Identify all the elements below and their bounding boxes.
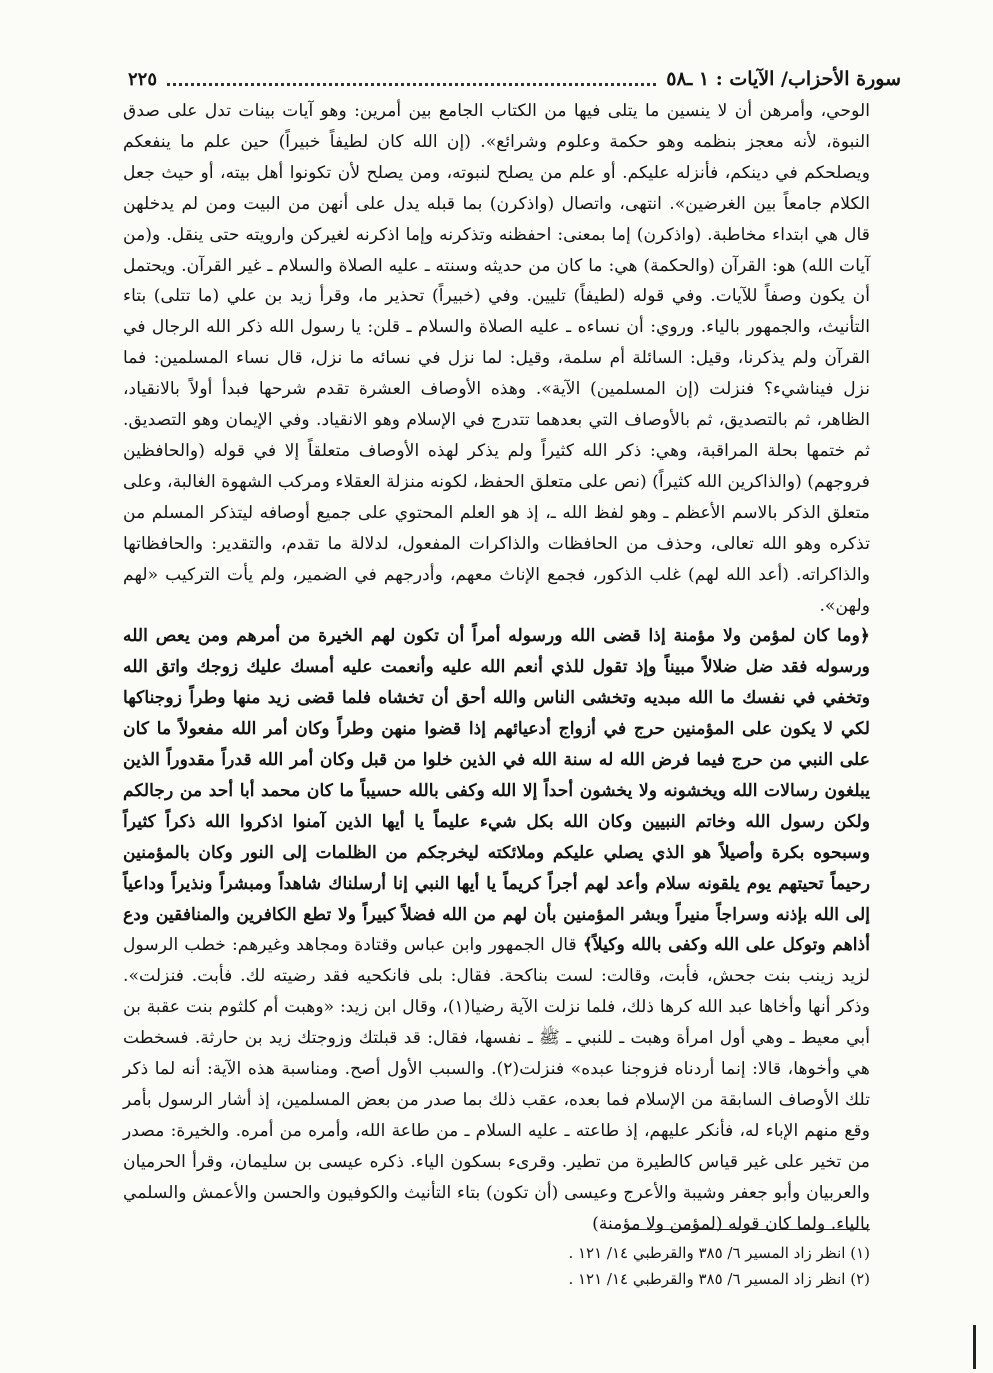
- quran-verse: ﴿وما كان لمؤمن ولا مؤمنة إذا قضى الله ورسوله أمراً أن تكون لهم الخيرة من أمرهم ومن يعص الله ورسوله فقد ضل ضلالاً مبيناً وإذ تقول للذي أنعم الله عليه وأنعمت عليه أمسك عليك زوجك واتق الله وتخفي في نفسك ما الله مبديه وتخشى الناس والله أحق أن تخشاه فلما قضى زيد منها وطراً زوجناكها لكي لا يكون على المؤمنين حرج في أزواج أدعيائهم إذا قضوا منهن وطراً وكان أمر الله مفعولاً ما كان على النبي من حرج فيما فرض الله له سنة الله في الذين خلوا من قبل وكان أمر الله قدراً مقدوراً الذين يبلغون رسالات الله ويخشونه ولا يخشون أحداً إلا الله وكفى بالله حسيباً ما كان محمد أبا أحد من رجالكم ولكن رسول الله وخاتم النبيين وكان الله بكل شيء عليماً يا أيها الذين آمنوا اذكروا الله ذكراً كثيراً وسبحوه بكرة وأصيلاً هو الذي يصلي عليكم وملائكته ليخرجكم من الظلمات إلى النور وكان بالمؤمنين رحيماً تحيتهم يوم يلقونه سلام وأعد لهم أجراً كريماً يا أيها النبي إنا أرسلناك شاهداً ومبشراً ونذيراً وداعياً إلى الله بإذنه وسراجاً منيراً وبشر المؤمنين بأن لهم من الله فضلاً كبيراً ولا تطع الكافرين والمنافقين ودع أذاهم وتوكل على الله وكفى بالله وكيلاً﴾: [123, 626, 870, 956]
- scan-edge-mark: [973, 1325, 976, 1369]
- commentary-continuation: قال الجمهور وابن عباس وقتادة ومجاهد وغيرهم: خطب الرسول لزيد زينب بنت جحش، فأبت، وقالت: لست بناكحة. فقال: بلى فانكحيه فقد رضيته لك. فأبت. فنزلت». وذكر أنها وأخاها عبد الله كرها ذلك، فلما نزلت الآية رضيا(١)، وقال ابن زيد: «وهبت أم كلثوم بنت عقبة بن أبي معيط ـ وهي أول امرأة وهبت ـ للنبي ـ ﷺ ـ نفسها، فقال: قد قبلتك وزوجتك زيد بن حارثة. فسخطت هي وأخوها، قالا: إنما أردناه فزوجنا عبده» فنزلت(٢). والسبب الأول أصح. ومناسبة هذه الآية: أنه لما ذكر تلك الأوصاف السابقة من الإسلام فما بعده، عقب ذلك بما صدر من بعض المسلمين، إذ أشار الرسول بأمر وقع منهم الإباء له، فأنكر عليهم، إذ طاعته ـ عليه السلام ـ من طاعة الله، وأمره من أمره. والخيرة: مصدر من تخير على غير قياس كالطيرة من تطير. وقرىء بسكون الياء. ذكره عيسى بن سليمان، وقرأ الحرميان والعربيان وأبو جعفر وشيبة والأعرج وعيسى (أن تكون) بتاء التأنيث والكوفيون والحسن والأعمش والسلمي بالياء. ولما كان قوله (لمؤمن ولا مؤمنة): [123, 935, 870, 1234]
- main-text: [123, 96, 870, 1234]
- running-header: [128, 62, 901, 96]
- footnotes: [560, 1240, 870, 1292]
- header-dot-leader: [167, 73, 656, 86]
- footnote-1: (١) انظر زاد المسير ٦/ ٣٨٥ والقرطبي ١٤/ ١٢١ .: [568, 1244, 870, 1262]
- verse-paragraph: [123, 621, 870, 1239]
- page-number: ٢٢٥: [128, 68, 158, 90]
- footnote-2: (٢) انظر زاد المسير ٦/ ٣٨٥ والقرطبي ١٤/ ١٢١ .: [568, 1270, 870, 1288]
- commentary-paragraph: الوحي، وأمرهن أن لا ينسين ما يتلى فيها من الكتاب الجامع بين أمرين: وهو آيات بينات تدل على صدق النبوة، لأنه معجز بنظمه وهو حكمة وعلوم وشرائع». (إن الله كان لطيفاً خبيراً) حين علم ما ينفعكم ويصلحكم في دينكم، فأنزله عليكم. أو علم من يصلح لنبوته، ومن يصلح لأن تكونوا أهل بيته، أو حيث جعل الكلام جامعاً بين الغرضين». انتهى، واتصال (واذكرن) بما قبله يدل على أنهن من البيت ومن لم يدخلهن قال هي ابتداء مخاطبة. (واذكرن) إما بمعنى: احفظنه وتذكرنه وإما اذكرنه لغيركن وارويته حتى ينقل. و(من آيات الله) هو: القرآن (والحكمة) هي: ما كان من حديثه وسنته ـ عليه الصلاة والسلام ـ غير القرآن. ويحتمل أن يكون وصفاً للآيات. وفي قوله (لطيفاً) تليين. وفي (خبيراً) تحذير ما، وقرأ زيد بن علي (ما تتلى) بتاء التأنيث، والجمهور بالياء. وروي: أن نساءه ـ عليه الصلاة والسلام ـ قلن: يا رسول الله ذكر الله الرجال في القرآن ولم يذكرنا، وقيل: السائلة أم سلمة، وقيل: لما نزل في نسائه ما نزل، قال نساء المسلمين: فما نزل فيناشيء؟ فنزلت (إن المسلمين) الآية». وهذه الأوصاف العشرة تقدم شرحها فبدأ أولاً بالانقياد، الظاهر، ثم بالتصديق، ثم بالأوصاف التي بعدهما تتدرج في الإسلام وهو الانقياد. وفي الإيمان وهو التصديق. ثم ختمها بحلة المراقبة، وهي: ذكر الله كثيراً ولم يذكر لهذه الأوصاف متعلقاً إلا في قوله (والحافظين فروجهم) (والذاكرين الله كثيراً) (نص على متعلق الحفظ، لكونه منزلة العقلاء ومركب الشهوة الغالبة، وعلى متعلق الذكر بالاسم الأعظم ـ وهو لفظ الله ـ، إذ هو العلم المحتوي على جميع أوصافه ليتذكر المسلم من تذكره وهو الله تعالى، وحذف من الحافظات والذاكرات المفعول، لدلالة ما تقدم، والتقدير: والحافظاتها والذاكراته. (أعد الله لهم) غلب الذكور، فجمع الإناث معهم، وأدرجهم في الضمير، ولم يأت التركيب «لهم ولهن».: [123, 101, 870, 616]
- surah-title: سورة الأحزاب/ الآيات : ١ ـ٥٨: [666, 68, 901, 90]
- footnote-separator: [628, 1229, 870, 1230]
